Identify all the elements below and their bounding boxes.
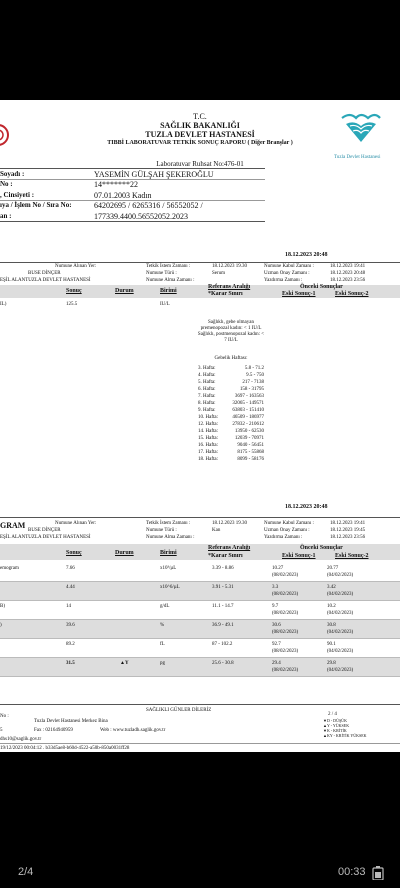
week-label: 18. Hafta:: [198, 457, 218, 462]
previous-result-2: 90.1: [327, 642, 336, 647]
legend-critical: ▼K - KRİTİK: [323, 728, 347, 733]
week-range-row: [198, 428, 264, 435]
week-range-row: [198, 393, 264, 400]
section2-title: GRAM: [0, 521, 26, 530]
result-value: 39.6: [66, 623, 75, 628]
col-result: Sonuç: [66, 550, 82, 556]
ref-line: Sağlıklı, postmenopozal kadın: <: [197, 332, 265, 337]
request-time-label: Tetkik İstem Zamanı :: [146, 521, 191, 526]
previous-date-2: (04/02/2023): [327, 611, 354, 616]
print-stamp: 19/12/2023 00:04:12 . b33d5ae8-b60d-4522-a50b-850a0031ff28: [0, 746, 130, 751]
week-label: 14. Hafta:: [198, 429, 218, 434]
report-page: [0, 100, 400, 752]
previous-date-1: (08/02/2023): [272, 592, 299, 597]
section2-date: 18.12.2023 20:48: [285, 504, 328, 510]
previous-result-2: 3.42: [327, 585, 336, 590]
request-time: 18.12.2023 19.30: [212, 521, 247, 526]
print-time: 18.12.2023 23:56: [330, 278, 366, 283]
license-number: Laboratuvar Ruhsat No:476-01: [156, 160, 244, 168]
reference-range: 3.91 - 5.31: [212, 585, 234, 590]
accept-time-label: Numune Kabul Zamanı :: [264, 521, 314, 526]
week-label: 17. Hafta:: [198, 450, 218, 455]
col-old1: Eski Sonuç-1: [282, 553, 316, 559]
previous-result-1: 30.6: [272, 623, 281, 628]
hospital-logo: [338, 110, 384, 144]
unit: fL: [160, 642, 165, 647]
week-label: 9. Hafta:: [198, 408, 216, 413]
week-range: 9.5 - 750: [246, 373, 264, 378]
ministry-title: SAĞLIK BAKANLIĞI: [160, 121, 240, 130]
sample-hospital: EŞİL ALANTUZLA DEVLET HASTANESİ: [0, 535, 91, 540]
previous-result-1: 10.27: [272, 566, 284, 571]
week-range-row: [198, 386, 264, 393]
divider: [0, 743, 400, 744]
footer-hospital: Tuzla Devlet Hastanesi Merkez Bina: [34, 719, 108, 724]
col-status: Durum: [115, 288, 134, 294]
patient-label-no: No :: [0, 180, 13, 188]
request-time-label: Tetkik İstem Zamanı :: [146, 264, 191, 269]
footer-fax: Fax : 02164940959: [34, 728, 73, 733]
accept-time-label: Numune Kabul Zamanı :: [264, 264, 314, 269]
sample-place-label: Numune Alınan Yer:: [55, 264, 97, 269]
page-indicator: 2 / 4: [328, 712, 337, 717]
week-label: 10. Hafta:: [198, 415, 218, 420]
week-range: 3697 - 163563: [234, 394, 264, 399]
col-prev: Önceki Sonuçlar: [300, 545, 343, 551]
week-label: 8. Hafta:: [198, 401, 216, 406]
sample-type-label: Numune Türü :: [146, 528, 177, 533]
week-label: 7. Hafta:: [198, 394, 216, 399]
divider: [0, 179, 265, 180]
week-range: 12039 - 70971: [234, 436, 264, 441]
sample-type: Serum: [212, 271, 226, 276]
footer-web: Web : www.tuzladh.saglik.gov.tr: [100, 728, 166, 733]
col-unit: Birimi: [160, 550, 177, 556]
patient-id: 14*******22: [94, 180, 138, 189]
previous-result-1: 9.7: [272, 604, 279, 609]
footer-phone: 5: [0, 728, 3, 733]
test-name: B): [0, 604, 5, 609]
previous-date-1: (08/02/2023): [272, 573, 299, 578]
week-label: 4. Hafta:: [198, 373, 216, 378]
col-prev: Önceki Sonuçlar: [300, 284, 343, 290]
week-range-row: [198, 365, 264, 372]
week-range: 5.8 - 71.2: [244, 366, 264, 371]
patient-name: YASEMİN GÜLŞAH ŞEKEROĞLU: [94, 170, 214, 179]
print-time-label: Yazdırma Zamanı :: [264, 535, 303, 540]
week-range-row: [198, 442, 264, 449]
divider: [0, 676, 400, 677]
previous-date-2: (04/02/2023): [327, 592, 354, 597]
week-label: 5. Hafta:: [198, 380, 216, 385]
hcg-result: 125.5: [66, 302, 78, 307]
previous-date-1: (08/02/2023): [272, 668, 299, 673]
approve-time: 18.12.2023 20:48: [330, 271, 366, 276]
hcg-test-name: IL): [0, 302, 7, 307]
divider: [0, 638, 400, 639]
viewer-clock: 00:33: [338, 866, 366, 878]
week-range: 9040 - 56451: [237, 443, 264, 448]
previous-date-2: (04/02/2023): [327, 668, 354, 673]
reference-range: 36.9 - 49.1: [212, 623, 234, 628]
previous-result-1: 29.4: [272, 661, 281, 666]
col-unit: Birimi: [160, 288, 177, 294]
previous-result-2: 30.8: [327, 623, 336, 628]
previous-result-2: 10.2: [327, 604, 336, 609]
divider: [0, 262, 400, 263]
status-flag: ▲Y: [120, 661, 129, 666]
previous-date-1: (08/02/2023): [272, 649, 299, 654]
divider: [0, 221, 265, 222]
sample-place: BUSE DİNÇER: [28, 528, 61, 533]
previous-date-2: (04/02/2023): [327, 573, 354, 578]
sample-hospital: EŞİL ALANTUZLA DEVLET HASTANESİ: [0, 278, 91, 283]
divider: [0, 517, 400, 518]
divider: [0, 704, 400, 705]
previous-result-2: 29.8: [327, 661, 336, 666]
week-label: 6. Hafta:: [198, 387, 216, 392]
result-value: 89.2: [66, 642, 75, 647]
result-value: 4.44: [66, 585, 75, 590]
week-range-row: [198, 372, 264, 379]
viewer-page-indicator: 2/4: [18, 866, 34, 878]
patient-process-numbers: 64202695 / 6265316 / 56552052 /: [94, 201, 203, 210]
approve-time-label: Uzman Onay Zamanı :: [264, 528, 310, 533]
week-range: 27832 - 210612: [232, 422, 264, 427]
patient-barcode: 177339.4400.56552052.2023: [94, 212, 188, 221]
patient-label-gender: , Cinsiyeti :: [0, 191, 35, 199]
week-range: 63803 - 151410: [232, 408, 264, 413]
test-name: emogram: [0, 566, 19, 571]
ministry-logo: [0, 122, 10, 148]
test-name: ): [0, 623, 2, 628]
footer-no-label: No :: [0, 714, 9, 719]
approve-time: 18.12.2023 19:45: [330, 528, 366, 533]
week-label: 15. Hafta:: [198, 436, 218, 441]
result-value: 14: [66, 604, 71, 609]
week-range-row: [198, 407, 264, 414]
week-range: 8175 - 55868: [237, 450, 264, 455]
col-old1: Eski Sonuç-1: [282, 291, 316, 297]
report-title: TIBBİ LABORATUVAR TETKİK SONUÇ RAPORU ( Diğer Branşlar ): [107, 140, 293, 146]
patient-label-process: ıya / İşlem No / Sıra No:: [0, 201, 72, 209]
ref-line: Gebelik Haftası:: [214, 356, 248, 361]
approve-time-label: Uzman Onay Zamanı :: [264, 271, 310, 276]
week-range: 8099 - 58176: [237, 457, 264, 462]
request-time: 18.12.2023 19.30: [212, 264, 247, 269]
week-label: 16. Hafta:: [198, 443, 218, 448]
week-range-row: [198, 456, 264, 463]
col-decision: *Karar Sınırı: [208, 291, 243, 297]
week-range-row: [198, 449, 264, 456]
divider: [0, 168, 265, 169]
col-old2: Eski Sonuç-2: [335, 291, 369, 297]
accept-time: 18.12.2023 19:41: [330, 521, 366, 526]
col-ref: Referans Aralığı: [208, 284, 251, 290]
week-range-row: [198, 400, 264, 407]
divider: [0, 200, 265, 201]
footer-wish: SAĞLIKLI GÜNLER DİLERİZ: [146, 708, 212, 713]
week-range: 46509 - 186977: [232, 415, 264, 420]
print-time: 18.12.2023 23:56: [330, 535, 366, 540]
previous-result-2: 20.77: [327, 566, 339, 571]
sample-taken-label: Numune Alma Zamanı :: [146, 535, 195, 540]
unit: g/dL: [160, 604, 170, 609]
section1-date: 18.12.2023 20:48: [285, 252, 328, 258]
col-ref: Referans Aralığı: [208, 545, 251, 551]
sample-place-label: Numune Alınan Yer:: [55, 521, 97, 526]
week-label: 12. Hafta:: [198, 422, 218, 427]
tc-label: T.C.: [193, 112, 207, 121]
reference-range: 3.39 - 8.86: [212, 566, 234, 571]
col-old2: Eski Sonuç-2: [335, 553, 369, 559]
hospital-logo-caption: Tuzla Devlet Hastanesi: [334, 155, 381, 160]
week-range-row: [198, 379, 264, 386]
legend-high: ▲Y - YÜKSEK: [323, 723, 350, 728]
flag-legend: [323, 718, 367, 738]
hospital-title: TUZLA DEVLET HASTANESİ: [145, 130, 255, 139]
col-result: Sonuç: [66, 288, 82, 294]
previous-date-1: (08/02/2023): [272, 611, 299, 616]
previous-date-2: (04/02/2023): [327, 630, 354, 635]
ref-line: 7 IU/L: [224, 338, 238, 343]
sample-type: Kan: [212, 528, 221, 533]
week-range-row: [198, 414, 264, 421]
print-time-label: Yazdırma Zamanı :: [264, 278, 303, 283]
patient-label-barcode: an :: [0, 212, 12, 220]
unit: x10³/µL: [160, 566, 177, 571]
previous-result-1: 92.7: [272, 642, 281, 647]
hcg-unit: IU/L: [160, 302, 170, 307]
week-range: 13950 - 62530: [234, 429, 264, 434]
legend-critical-high: ▲KY - KRİTİK YÜKSEK: [323, 733, 367, 738]
previous-date-1: (08/02/2023): [272, 630, 299, 635]
result-value: 31.5: [66, 661, 75, 666]
patient-birth-gender: 07.01.2003 Kadın: [94, 191, 152, 200]
unit: x10^6/µL: [160, 585, 180, 590]
previous-result-1: 3.3: [272, 585, 279, 590]
ref-line: Sağlıklı, gebe olmayan: [208, 320, 254, 325]
unit: %: [160, 623, 165, 628]
sample-type-label: Numune Türü :: [146, 271, 177, 276]
battery-icon: [372, 866, 384, 880]
week-range-row: [198, 435, 264, 442]
week-range-row: [198, 421, 264, 428]
unit: pg: [160, 661, 165, 666]
col-status: Durum: [115, 550, 134, 556]
legend-low: ▼D - DÜŞÜK: [323, 718, 347, 723]
reference-range: 25.6 - 30.8: [212, 661, 234, 666]
result-value: 7.66: [66, 566, 75, 571]
ref-line: premenopozal kadın: < 1 IU/L: [200, 326, 262, 331]
week-range: 217 - 7138: [242, 380, 264, 385]
week-range: 158 - 31795: [239, 387, 264, 392]
patient-label-surname: Soyadı :: [0, 170, 25, 178]
week-range: 32065 - 149571: [232, 401, 264, 406]
week-label: 3. Hafta:: [198, 366, 216, 371]
reference-range: 11.1 - 14.7: [212, 604, 234, 609]
pregnancy-week-ranges: [198, 365, 264, 463]
previous-date-2: (04/02/2023): [327, 649, 354, 654]
divider: [0, 600, 400, 601]
col-decision: *Karar Sınırı: [208, 553, 243, 559]
reference-range: 87 - 102.2: [212, 642, 233, 647]
accept-time: 18.12.2023 19:41: [330, 264, 366, 269]
footer-email: dhs10@saglik.gov.tr: [0, 737, 42, 742]
sample-taken-label: Numune Alma Zamanı :: [146, 278, 195, 283]
sample-place: BUSE DİNÇER: [28, 271, 61, 276]
